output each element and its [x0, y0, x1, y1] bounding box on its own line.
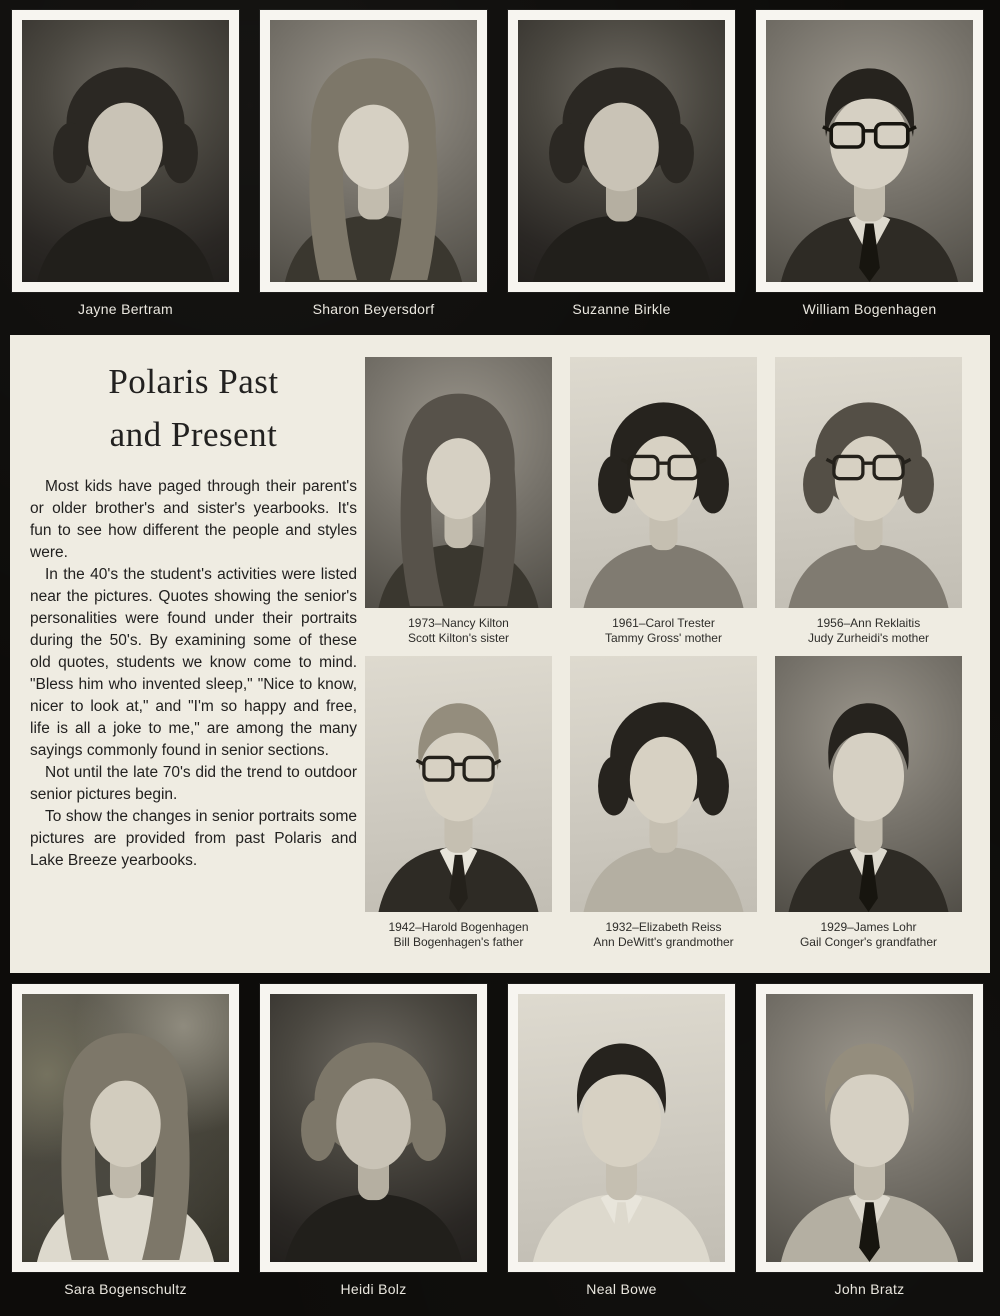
photo-frame [260, 984, 487, 1272]
senior-portrait [12, 10, 239, 317]
caption-relation: Ann DeWitt's grandmother [593, 935, 734, 949]
senior-portrait [12, 984, 239, 1297]
caption-relation: Scott Kilton's sister [408, 631, 509, 645]
caption-year-name: 1929–James Lohr [820, 920, 917, 934]
article-paragraph: To show the changes in senior portraits some pictures are provided from past Polaris and Lake Breeze yearbooks. [30, 808, 357, 869]
caption-relation: Judy Zurheidi's mother [807, 631, 929, 645]
photo-frame [756, 10, 983, 292]
portrait-silhouette-icon [270, 994, 477, 1262]
portrait-silhouette-icon [570, 357, 757, 608]
history-photo [775, 656, 962, 950]
caption-year-name: 1956–Ann Reklaitis [816, 616, 921, 630]
caption-year-name: 1973–Nancy Kilton [408, 616, 509, 630]
student-name: Heidi Bolz [340, 1281, 407, 1297]
history-photo [570, 357, 757, 646]
portrait-silhouette-icon [22, 994, 229, 1262]
portrait-photo [518, 994, 725, 1262]
history-photo-image [365, 357, 552, 608]
portrait-silhouette-icon [365, 656, 552, 912]
student-name: William Bogenhagen [802, 301, 937, 317]
article-paragraph: Most kids have paged through their parent's or older brother's and sister's yearbooks. It's fun to see how different the people and styles were. [30, 478, 357, 561]
article-paragraph: Not until the late 70's did the trend to outdoor senior pictures begin. [30, 764, 357, 803]
history-photo-image [775, 656, 962, 912]
student-name: Jayne Bertram [78, 301, 173, 317]
portrait-silhouette-icon [518, 994, 725, 1262]
history-photo-image [570, 357, 757, 608]
article-title-line1: Polaris Past [108, 362, 279, 401]
senior-portrait [508, 10, 735, 317]
portrait-silhouette-icon [766, 20, 973, 282]
portrait-silhouette-icon [775, 357, 962, 608]
caption-relation: Bill Bogenhagen's father [393, 935, 524, 949]
photo-frame [756, 984, 983, 1272]
student-name: Sharon Beyersdorf [312, 301, 435, 317]
portrait-photo [518, 20, 725, 282]
article-panel [10, 335, 990, 973]
bottom-portrait-row [12, 984, 983, 1297]
history-photo [570, 656, 757, 950]
history-photo [365, 656, 552, 950]
photo-caption [365, 920, 552, 950]
photo-frame [508, 984, 735, 1272]
senior-portrait [756, 984, 983, 1297]
portrait-silhouette-icon [518, 20, 725, 282]
portrait-silhouette-icon [766, 994, 973, 1262]
portrait-silhouette-icon [775, 656, 962, 912]
photo-caption [570, 920, 757, 950]
caption-relation: Tammy Gross' mother [605, 631, 722, 645]
photo-frame [508, 10, 735, 292]
photo-caption [775, 616, 962, 646]
top-portrait-row [12, 10, 983, 317]
photo-frame [260, 10, 487, 292]
student-name: John Bratz [834, 1281, 905, 1297]
history-photo-image [570, 656, 757, 912]
student-name: Suzanne Birkle [572, 301, 671, 317]
photo-caption [570, 616, 757, 646]
portrait-silhouette-icon [22, 20, 229, 282]
student-name: Neal Bowe [586, 1281, 657, 1297]
senior-portrait [260, 10, 487, 317]
caption-year-name: 1942–Harold Bogenhagen [388, 920, 529, 934]
caption-year-name: 1932–Elizabeth Reiss [605, 920, 722, 934]
student-name: Sara Bogenschultz [64, 1281, 187, 1297]
history-photo [775, 357, 962, 646]
photo-caption [775, 920, 962, 950]
senior-portrait [756, 10, 983, 317]
portrait-photo [270, 994, 477, 1262]
senior-portrait [508, 984, 735, 1297]
caption-year-name: 1961–Carol Trester [612, 616, 715, 630]
portrait-photo [22, 20, 229, 282]
portrait-photo [766, 20, 973, 282]
portrait-photo [22, 994, 229, 1262]
senior-portrait [260, 984, 487, 1297]
article-column [30, 347, 357, 872]
photo-frame [12, 984, 239, 1272]
article-paragraph: In the 40's the student's activities were listed near the pictures. Quotes showing the senior's personalities were found under their portraits during the 50's. By examining some of these old quotes, students we know come to mind. "Bless him who invented sleep," "Nice to know, nicer to look at," and "I'm so happy and free, life is all a joke to me," are among the many sayings commonly found in senior sections. [30, 566, 357, 759]
portrait-photo [766, 994, 973, 1262]
history-photo [365, 357, 552, 646]
portrait-silhouette-icon [570, 656, 757, 912]
photo-caption [365, 616, 552, 646]
photo-frame [12, 10, 239, 292]
portrait-photo [270, 20, 477, 282]
caption-relation: Gail Conger's grandfather [799, 935, 938, 949]
portrait-silhouette-icon [270, 20, 477, 282]
article-title [30, 355, 357, 461]
article-title-line2: and Present [109, 415, 278, 454]
history-photo-image [775, 357, 962, 608]
history-photo-image [365, 656, 552, 912]
portrait-silhouette-icon [365, 357, 552, 608]
